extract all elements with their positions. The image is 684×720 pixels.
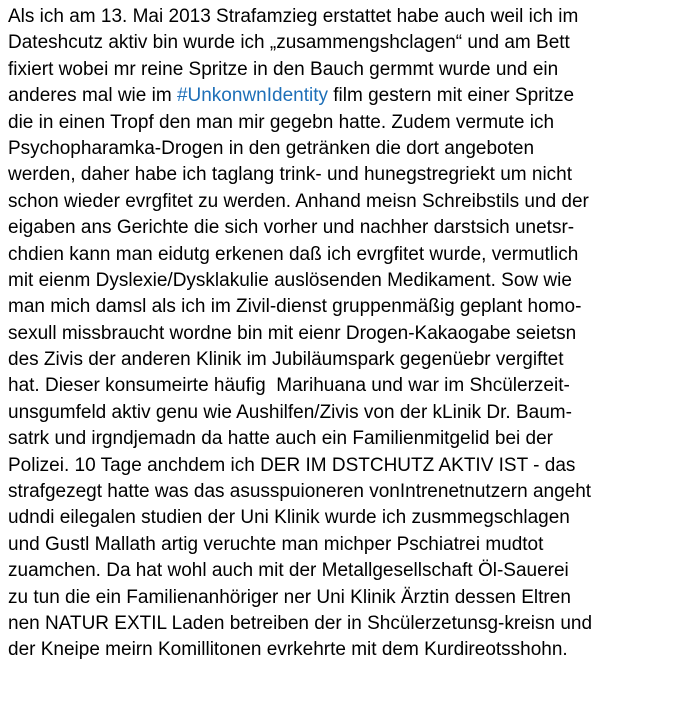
text-line: Dateshcutz aktiv bin wurde ich „zusammengshclagen“ und am Bett xyxy=(8,32,570,54)
hashtag-link[interactable]: #UnkonwnIdentity xyxy=(176,85,328,107)
text-line: hat. Dieser konsumeirte häufig Marihuana und war im Shcülerzeit- xyxy=(8,375,570,397)
text-line: eigaben ans Gerichte die sich vorher und nachher darstsich unetsr- xyxy=(8,217,575,239)
text-line: man mich damsl als ich im Zivil-dienst gruppenmäßig geplant homo- xyxy=(8,296,582,318)
document-body xyxy=(8,4,684,664)
text-line: die in einen Tropf den man mir gegebn hatte. Zudem vermute ich xyxy=(8,111,555,133)
text-line: zuamchen. Da hat wohl auch mit der Metallgesellschaft Öl-Sauerei xyxy=(8,560,569,582)
text-line: und Gustl Mallath artig veruchte man michper Pschiatrei mudtot xyxy=(8,533,544,555)
text-line: zu tun die ein Familienanhöriger ner Uni Klinik Ärztin dessen Eltren xyxy=(8,586,571,608)
text-line: nen NATUR EXTIL Laden betreiben der in Shcülerzetunsg-kreisn und xyxy=(8,612,593,634)
text-line: Polizei. 10 Tage anchdem ich DER IM DSTCHUTZ AKTIV IST - das xyxy=(8,454,576,476)
text-line: Als ich am 13. Mai 2013 Strafamzieg erstattet habe auch weil ich im xyxy=(8,6,579,27)
text-line: schon wieder evrgfitet zu werden. Anhand meisn Schreibstils und der xyxy=(8,190,589,212)
text-line: der Kneipe meirn Komillitonen evrkehrte mit dem Kurdireotsshohn. xyxy=(8,639,568,661)
text-line: unsgumfeld aktiv genu wie Aushilfen/Zivis von der kLinik Dr. Baum- xyxy=(8,401,572,423)
text-line: des Zivis der anderen Klinik im Jubiläumspark gegenüebr vergiftet xyxy=(8,349,564,371)
text-line: sexull missbraucht wordne bin mit eienr Drogen-Kakaogabe seietsn xyxy=(8,322,577,344)
text-line: Psychopharamka-Drogen in den getränken die dort angeboten xyxy=(8,137,535,159)
text-line: mit eienm Dyslexie/Dysklakulie auslösenden Medikament. Sow wie xyxy=(8,269,572,291)
text-line: chdien kann man eidutg erkenen daß ich evrgfitet wurde, vermutlich xyxy=(8,243,579,265)
text-segment: film gestern mit einer Spritze xyxy=(328,85,575,107)
text-line-with-hashtag xyxy=(8,83,684,109)
text-line: udndi eilegalen studien der Uni Klinik wurde ich zusmmegschlagen xyxy=(8,507,570,529)
text-line: fixiert wobei mr reine Spritze in den Bauch germmt wurde und ein xyxy=(8,58,559,80)
text-line: satrk und irgndjemadn da hatte auch ein Familienmitgelid bei der xyxy=(8,428,553,450)
text-segment: anderes mal wie im xyxy=(8,85,177,107)
text-line: werden, daher habe ich taglang trink- und hunegstregriekt um nicht xyxy=(8,164,573,186)
text-line: strafgezegt hatte was das asusspuioneren vonIntrenetnutzern angeht xyxy=(8,481,592,503)
